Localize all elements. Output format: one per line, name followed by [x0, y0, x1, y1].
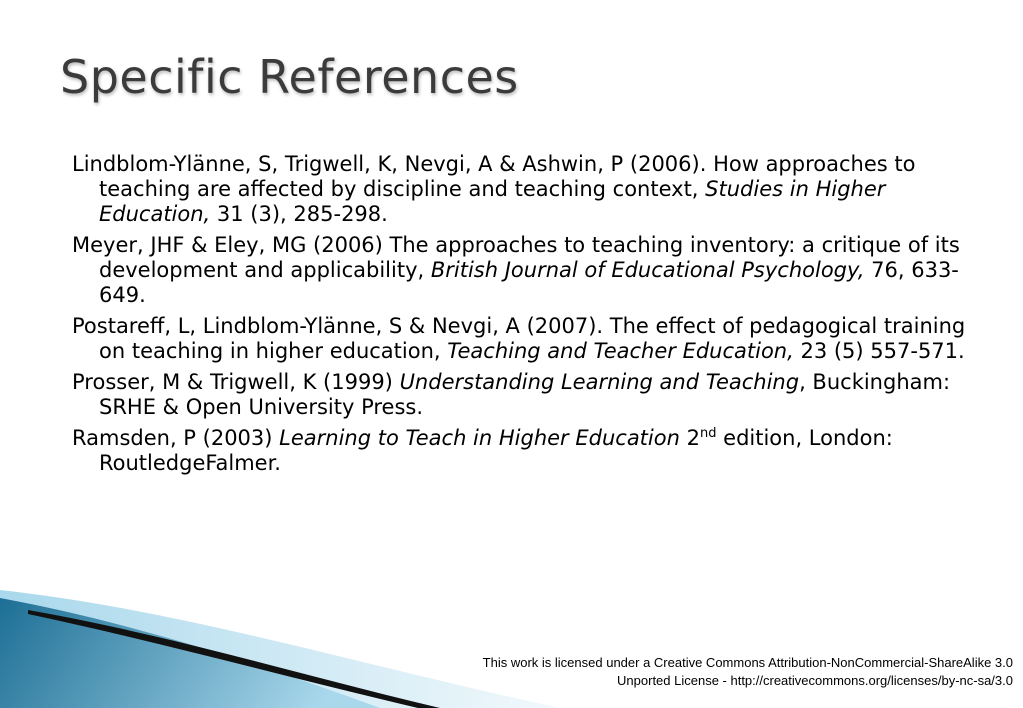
- reference-text: Ramsden, P (2003): [72, 426, 280, 450]
- reference-text: Postareff, L, Lindblom-Ylänne, S & Nevgi, A (2007). The effect of pedagogical training on teaching in higher education,: [72, 314, 966, 363]
- reference-source: Understanding Learning and Teaching: [399, 370, 800, 394]
- reference-item: [72, 314, 977, 364]
- reference-source: British Journal of Educational Psychology,: [430, 258, 865, 282]
- reference-details: 76, 633-649.: [99, 258, 959, 307]
- slide-title: Specific References: [60, 50, 519, 104]
- reference-source: Learning to Teach in Higher Education: [279, 426, 680, 450]
- reference-item: [72, 426, 977, 476]
- reference-details: , Buckingham: SRHE & Open University Press.: [99, 370, 951, 419]
- license-line-2: Unported License - http://creativecommons.org/licenses/by-nc-sa/3.0: [617, 673, 1013, 688]
- reference-item: [72, 233, 977, 308]
- reference-item: [72, 370, 977, 420]
- reference-text: Lindblom-Ylänne, S, Trigwell, K, Nevgi, A & Ashwin, P (2006). How approaches to teaching are affected by discipline and teaching context,: [72, 152, 916, 201]
- reference-text: Meyer, JHF & Eley, MG (2006) The approaches to teaching inventory: a critique of its development and applicability,: [72, 233, 960, 282]
- reference-details: 23 (5) 557-571.: [793, 339, 965, 363]
- decorative-swoosh: [0, 590, 1023, 708]
- license-line-1: This work is licensed under a Creative Commons Attribution-NonCommercial-ShareAlike 3.0: [482, 655, 1013, 670]
- reference-details: 31 (3), 285-298.: [210, 202, 388, 226]
- reference-source: Studies in Higher Education,: [99, 177, 886, 226]
- reference-text: Prosser, M & Trigwell, K (1999): [72, 370, 400, 394]
- reference-edition: 2: [679, 426, 700, 450]
- reference-item: [72, 152, 977, 227]
- reference-source: Teaching and Teacher Education,: [447, 339, 794, 363]
- reference-list: [72, 152, 977, 482]
- reference-details: edition, London: RoutledgeFalmer.: [99, 426, 893, 475]
- reference-edition-suffix: nd: [699, 426, 717, 441]
- license-notice: [313, 654, 1013, 690]
